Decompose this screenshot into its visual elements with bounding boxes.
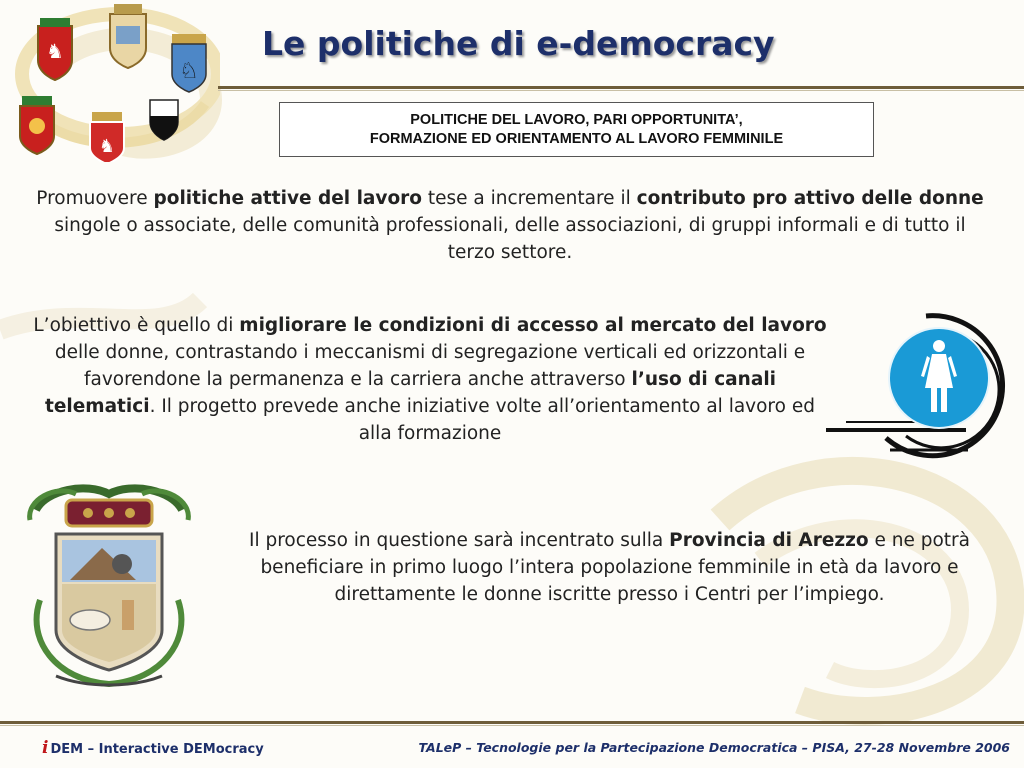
arezzo-crest-icon (26, 480, 192, 688)
topic-box (279, 102, 874, 157)
woman-sign-icon (826, 310, 1024, 460)
footer-project-name: i DEM – Interactive DEMocracy (42, 738, 264, 758)
footer-event: TALeP – Tecnologie per la Partecipazione Democratica – PISA, 27-28 Novembre 2006 (418, 740, 1010, 755)
topic-line-1: POLITICHE DEL LAVORO, PARI OPPORTUNITA’, (410, 111, 743, 128)
paragraph-policies: Promuovere politiche attive del lavoro tese a incrementare il contributo pro attivo delle donne singole o associate, delle comunità professionali, delle associazioni, di gruppi informali e di tutto il terzo settore. (36, 188, 984, 263)
svg-text:♞: ♞ (98, 136, 116, 157)
svg-text:♘: ♘ (179, 59, 199, 84)
topic-line-2: FORMAZIONE ED ORIENTAMENTO AL LAVORO FEMMINILE (369, 130, 784, 147)
page-title: Le politiche di e-democracy (262, 24, 775, 63)
title-divider-thin (218, 90, 1024, 91)
paragraph-province: Il processo in questione sarà incentrato sulla Provincia di Arezzo e ne potrà beneficiare in primo luogo l’intera popolazione femminile in età da lavoro e direttamente le donne iscritte presso i Centri per l’impiego. (249, 530, 970, 605)
title-divider (218, 86, 1024, 89)
footer-divider (0, 721, 1024, 724)
regional-crests-icon (10, 4, 220, 162)
idem-logo-i: i (42, 738, 49, 758)
paragraph-objective: L’obiettivo è quello di migliorare le condizioni di accesso al mercato del lavoro delle donne, contrastando i meccanismi di segregazione verticali ed orizzontali e favorendone la permanenza e la carriera anche attraverso l’uso di canali telematici. Il progetto prevede anche iniziative volte all’orientamento al lavoro ed alla formazione (33, 315, 827, 444)
footer-divider-thin (0, 725, 1024, 726)
svg-text:♞: ♞ (46, 39, 64, 63)
